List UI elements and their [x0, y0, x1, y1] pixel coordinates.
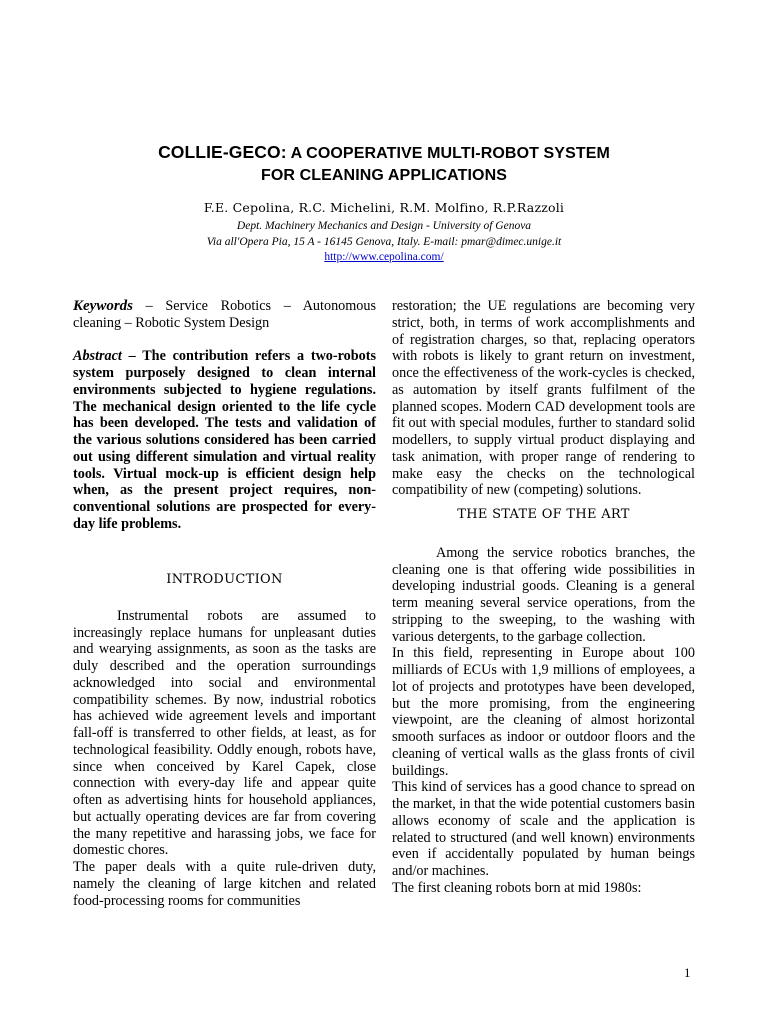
authors: F.E. Cepolina, R.C. Michelini, R.M. Molfino, R.P.Razzoli	[203, 200, 565, 215]
state-of-art-paragraph-1: Among the service robotics branches, the cleaning one is that offering wide possibilities in developing industrial goods. Cleaning is a general term meaning several service operations, from the stripping to the sweeping, to the washing with various detergents, to the garbage collection.	[392, 544, 695, 645]
affiliation	[0, 219, 768, 266]
state-of-art-paragraph-4: The first cleaning robots born at mid 1980s:	[392, 879, 642, 896]
left-column	[73, 298, 376, 909]
title-line-1-rest: A COOPERATIVE MULTI-ROBOT SYSTEM	[290, 145, 610, 162]
keywords-label: Keywords	[73, 298, 133, 314]
page-number: 1	[684, 965, 691, 980]
title-main: COLLIE-GECO:	[158, 142, 287, 162]
keywords-text: – Service Robotics – Autonomous cleaning – Robotic System Design	[73, 298, 376, 331]
intro-paragraph-2-continued: restoration; the UE regulations are becoming very strict, both, in terms of work accomplishments and of registration charges, so that, replacing operators with robots is likely to grant return on investment, once the effectiveness of the work-cycles is checked, as automation by itself grants fulfilment of the planned scopes. Modern CAD development tools are fit out with special modules, further to standard solid modellers, to supply virtual product displaying and task animation, with proper range of rendering to make easy the checks on the technological compatibility of new (competing) solutions.	[392, 298, 695, 499]
state-of-art-paragraph-3: This kind of services has a good chance to spread on the market, in that the wide potential customers basin allows economy of scale and the application is related to structured (and well known) environments even if accidentally populated by human beings and/or machines.	[392, 779, 695, 879]
abstract-text: – The contribution refers a two-robots system purposely designed to clean internal environments subjected to hygiene regulations. The mechanical design oriented to the life cycle has been developed. The tests and validation of the various solutions considered has been carried out using different simulation and virtual reality tools. Virtual mock-up is efficient design help when, as the present project requires, non-conventional solutions are prospected for every-day life problems.	[73, 348, 376, 532]
state-of-art-heading: THE STATE OF THE ART	[457, 507, 630, 522]
intro-paragraph-2: The paper deals with a quite rule-driven duty, namely the cleaning of large kitchen and related food-processing rooms for communities	[73, 859, 376, 909]
title-line-2: FOR CLEANING APPLICATIONS	[260, 167, 508, 184]
intro-paragraph-1: Instrumental robots are assumed to increasingly replace humans for unpleasant duties and wearying assignments, as soon as the tasks are duly described and the operation surroundings acknowledged into social and environmental compatibility schemes. By now, industrial robotics has achieved wide agreement levels and important fall-off is transferred to other fields, at least, as for technological feasibility. Oddly enough, robots have, since when conceived by Karel Capek, close connection with every-day life and appear quite often as advertising hints for household appliances, but actually operating devices are far from covering the many repetitive and harassing jobs, we face for domestic chores.	[73, 607, 376, 859]
title-line-1	[0, 141, 768, 165]
paper-title	[0, 141, 768, 187]
address: Via all'Opera Pia, 15 A - 16145 Genova, Italy. E-mail: pmar@dimec.unige.it	[206, 235, 562, 248]
keywords	[73, 298, 376, 332]
department: Dept. Machinery Mechanics and Design - University of Genova	[236, 220, 532, 232]
abstract-label: Abstract	[73, 348, 122, 365]
abstract	[73, 348, 376, 532]
website-link[interactable]: http://www.cepolina.com/	[324, 251, 444, 263]
right-column	[392, 298, 695, 897]
state-of-art-paragraph-2: In this field, representing in Europe about 100 milliards of ECUs with 1,9 millions of employees, a lot of projects and prototypes have been developed, but the more promising, from the engineering viewpoint, are the cleaning of almost horizontal smooth surfaces as indoor or outdoor floors and the cleaning of vertical walls as the glass fronts of civil buildings.	[392, 645, 695, 779]
introduction-heading: INTRODUCTION	[166, 572, 283, 587]
